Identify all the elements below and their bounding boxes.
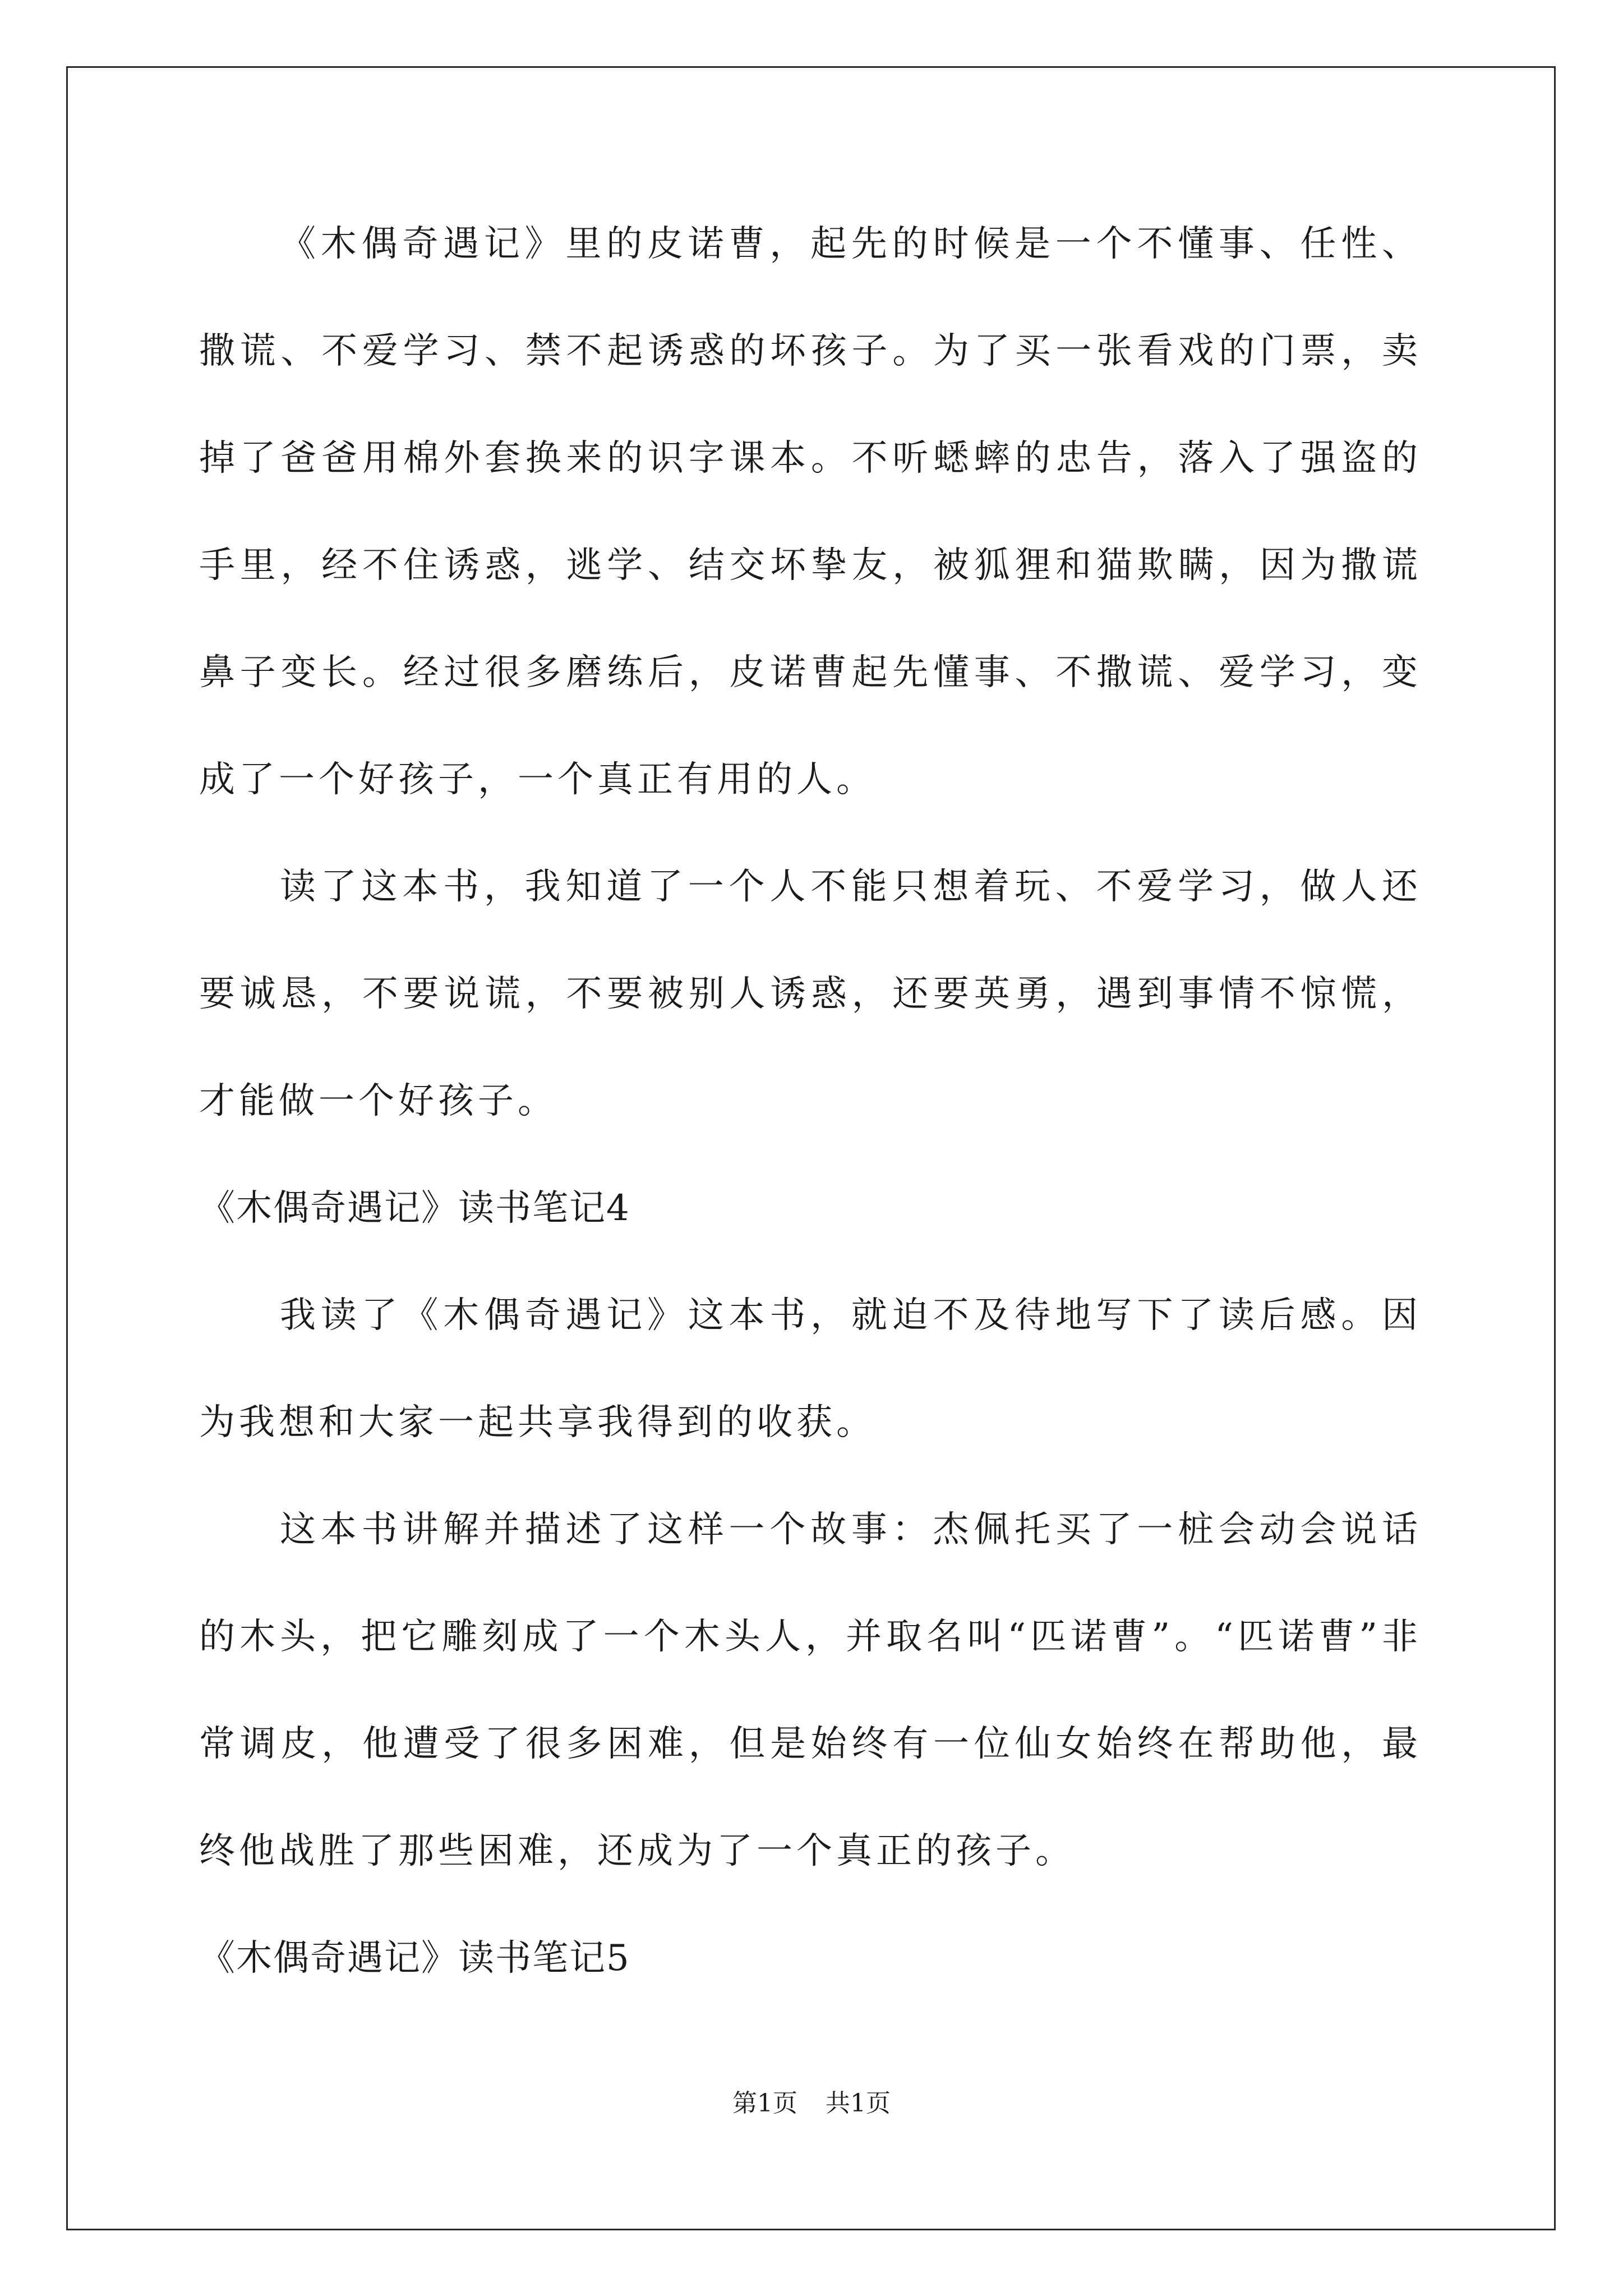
paragraph-story: 这本书讲解并描述了这样一个故事：杰佩托买了一桩会动会说话的木头，把它雕刻成了一个木头人，并取名叫“匹诺曹”。“匹诺曹”非常调皮，他遭受了很多困难，但是始终有一位仙女始终在帮助他，最终他战胜了那些困难，还成为了一个真正的孩子。 xyxy=(199,1509,1422,1872)
page-number: 第1页 xyxy=(732,2089,797,2118)
total-pages: 共1页 xyxy=(826,2089,891,2118)
paragraph-lesson: 读了这本书，我知道了一个人不能只想着玩、不爱学习，做人还要诚恳，不要说谎，不要被别人诱惑，还要英勇，遇到事情不惊慌，才能做一个好孩子。 xyxy=(199,866,1422,1122)
page-footer xyxy=(0,2087,1623,2120)
document-body xyxy=(199,191,1422,2012)
paragraph-read-book: 我读了《木偶奇遇记》这本书，就迫不及待地写下了读后感。因为我想和大家一起共享我得到的收获。 xyxy=(199,1295,1422,1443)
section-heading-note-5: 《木偶奇遇记》读书笔记5 xyxy=(199,1938,630,1979)
paragraph-pinocchio-summary: 《木偶奇遇记》里的皮诺曹，起先的时候是一个不懂事、任性、撒谎、不爱学习、禁不起诱惑的坏孩子。为了买一张看戏的门票，卖掉了爸爸用棉外套换来的识字课本。不听蟋蟀的忠告，落入了强盗的手里，经不住诱惑，逃学、结交坏挚友，被狐狸和猫欺瞒，因为撒谎鼻子变长。经过很多磨练后，皮诺曹起先懂事、不撒谎、爱学习，变成了一个好孩子，一个真正有用的人。 xyxy=(199,223,1422,800)
section-heading-note-4: 《木偶奇遇记》读书笔记4 xyxy=(199,1188,630,1229)
